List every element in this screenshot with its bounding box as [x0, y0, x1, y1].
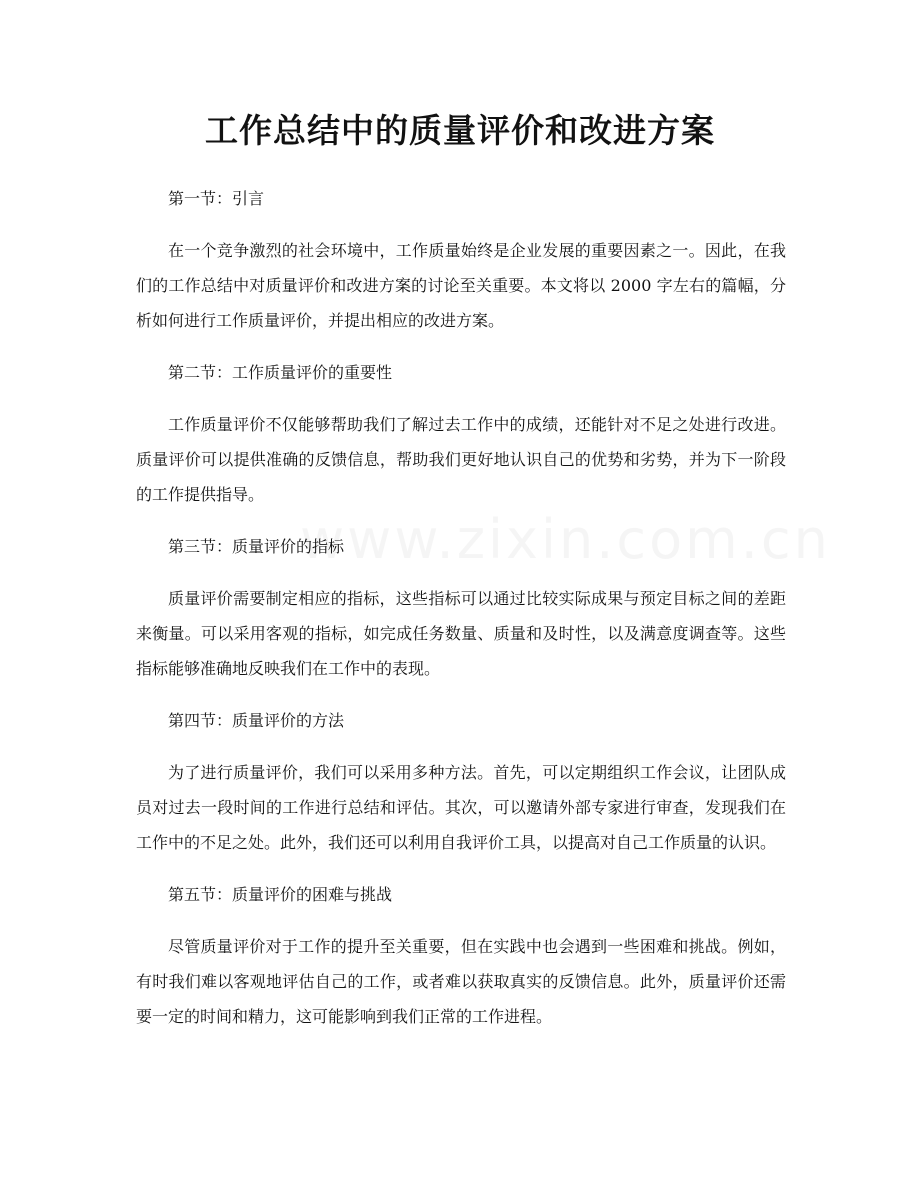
section-1-paragraph: 在一个竞争激烈的社会环境中，工作质量始终是企业发展的重要因素之一。因此，在我们的工作总结中对质量评价和改进方案的讨论至关重要。本文将以 2000 字左右的篇幅，分析如何进行工作质量评价，并提出相应的改进方案。 — [136, 241, 786, 330]
section-5-paragraph: 尽管质量评价对于工作的提升至关重要，但在实践中也会遇到一些困难和挑战。例如，有时我们难以客观地评估自己的工作，或者难以获取真实的反馈信息。此外，质量评价还需要一定的时间和精力，这可能影响到我们正常的工作进程。 — [136, 937, 786, 1026]
watermark-text: www.zixin.com.cn — [300, 508, 831, 571]
section-5-heading: 第五节：质量评价的困难与挑战 — [168, 885, 393, 904]
section-4-heading: 第四节：质量评价的方法 — [168, 711, 345, 730]
section-3-paragraph: 质量评价需要制定相应的指标，这些指标可以通过比较实际成果与预定目标之间的差距来衡量。可以采用客观的指标，如完成任务数量、质量和及时性，以及满意度调查等。这些指标能够准确地反映我们在工作中的表现。 — [136, 589, 786, 678]
section-3-heading: 第三节：质量评价的指标 — [168, 537, 345, 556]
section-2-paragraph: 工作质量评价不仅能够帮助我们了解过去工作中的成绩，还能针对不足之处进行改进。质量评价可以提供准确的反馈信息，帮助我们更好地认识自己的优势和劣势，并为下一阶段的工作提供指导。 — [136, 415, 786, 504]
section-2-heading: 第二节：工作质量评价的重要性 — [168, 363, 393, 382]
document-body — [136, 182, 831, 1052]
section-4-paragraph: 为了进行质量评价，我们可以采用多种方法。首先，可以定期组织工作会议，让团队成员对过去一段时间的工作进行总结和评估。其次，可以邀请外部专家进行审查，发现我们在工作中的不足之处。此外，我们还可以利用自我评价工具，以提高对自己工作质量的认识。 — [136, 763, 786, 852]
document-title: 工作总结中的质量评价和改进方案 — [205, 111, 715, 150]
section-1-heading: 第一节：引言 — [168, 189, 265, 208]
